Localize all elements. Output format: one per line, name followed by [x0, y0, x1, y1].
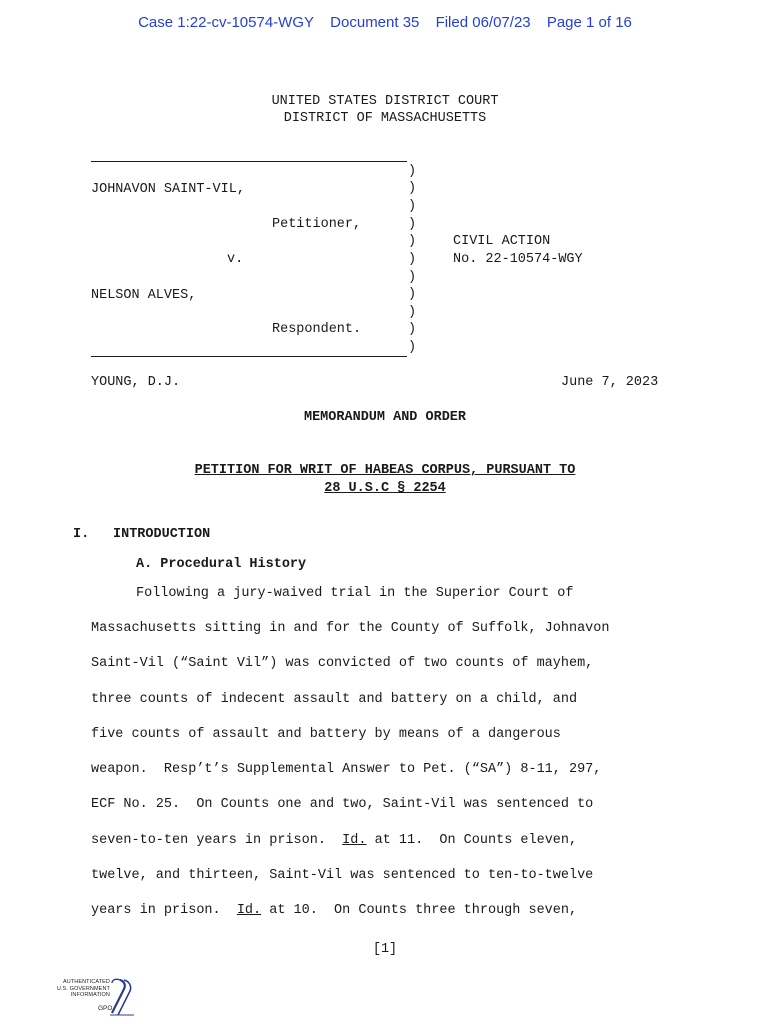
body-text: at 11. On Counts eleven, [366, 833, 578, 848]
section-heading: INTRODUCTION [113, 527, 211, 542]
body-line [91, 833, 577, 848]
caption-paren: ) [408, 340, 417, 355]
petitioner-name: JOHNAVON SAINT-VIL, [91, 182, 245, 197]
body-text: at 10. On Counts three through seven, [261, 903, 578, 918]
caption-paren: ) [408, 217, 417, 232]
petitioner-role: Petitioner, [272, 217, 362, 232]
caption-paren: ) [408, 234, 417, 249]
body-line: Following a jury-waived trial in the Superior Court of [136, 586, 574, 601]
gpo-word: GPO [98, 1005, 113, 1012]
document-number: Document 35 [330, 14, 420, 31]
respondent-role: Respondent. [272, 322, 362, 337]
caption-paren: ) [408, 252, 417, 267]
caption-rule-bottom [91, 356, 407, 357]
subsection-heading: A. Procedural History [136, 557, 307, 572]
case-number: Case 1:22-cv-10574-WGY [138, 14, 314, 31]
caption-paren: ) [408, 181, 417, 196]
court-district: DISTRICT OF MASSACHUSETTS [283, 111, 487, 126]
citation-id: Id. [342, 833, 367, 848]
caption-rule-top [91, 161, 407, 162]
body-line: Saint-Vil (“Saint Vil”) was convicted of two counts of mayhem, [91, 656, 594, 671]
decision-date: June 7, 2023 [561, 375, 659, 390]
case-docket-number: No. 22-10574-WGY [453, 252, 583, 267]
section-number: I. [73, 527, 90, 542]
document-title: MEMORANDUM AND ORDER [303, 410, 467, 425]
citation-id: Id. [236, 903, 262, 918]
gpo-seal-text: AUTHENTICATED U.S. GOVERNMENT INFORMATION [56, 979, 110, 998]
caption-paren: ) [408, 164, 417, 179]
body-line [91, 903, 577, 918]
caption-paren: ) [408, 287, 417, 302]
body-text: years in prison. [91, 903, 237, 918]
document-subtitle-line1: PETITION FOR WRIT OF HABEAS CORPUS, PURSUANT TO [194, 463, 576, 478]
document-subtitle-line2: 28 U.S.C § 2254 [324, 481, 446, 496]
filed-date: Filed 06/07/23 [435, 14, 531, 31]
court-name: UNITED STATES DISTRICT COURT [271, 94, 499, 109]
body-line: Massachusetts sitting in and for the County of Suffolk, Johnavon [91, 621, 610, 636]
body-line: five counts of assault and battery by means of a dangerous [91, 727, 561, 742]
caption-paren: ) [408, 270, 417, 285]
respondent-name: NELSON ALVES, [91, 288, 197, 303]
caption-paren: ) [408, 322, 417, 337]
caption-paren: ) [408, 305, 417, 320]
caption-paren: ) [408, 199, 417, 214]
page-indicator: Page 1 of 16 [546, 14, 632, 31]
judge-name: YOUNG, D.J. [91, 375, 181, 390]
body-line: ECF No. 25. On Counts one and two, Saint-Vil was sentenced to [91, 797, 594, 812]
civil-action-label: CIVIL ACTION [453, 234, 551, 249]
gpo-eagle-icon [46, 975, 136, 1019]
body-line: twelve, and thirteen, Saint-Vil was sentenced to ten-to-twelve [91, 868, 594, 883]
versus: v. [227, 252, 244, 267]
body-line: three counts of indecent assault and battery on a child, and [91, 692, 578, 707]
ecf-header [0, 14, 770, 31]
gpo-authentication-seal [46, 975, 136, 1019]
body-line: weapon. Resp’t’s Supplemental Answer to Pet. (“SA”) 8-11, 297, [91, 762, 602, 777]
body-text: seven-to-ten years in prison. [91, 833, 343, 848]
page-number: [1] [372, 942, 398, 957]
